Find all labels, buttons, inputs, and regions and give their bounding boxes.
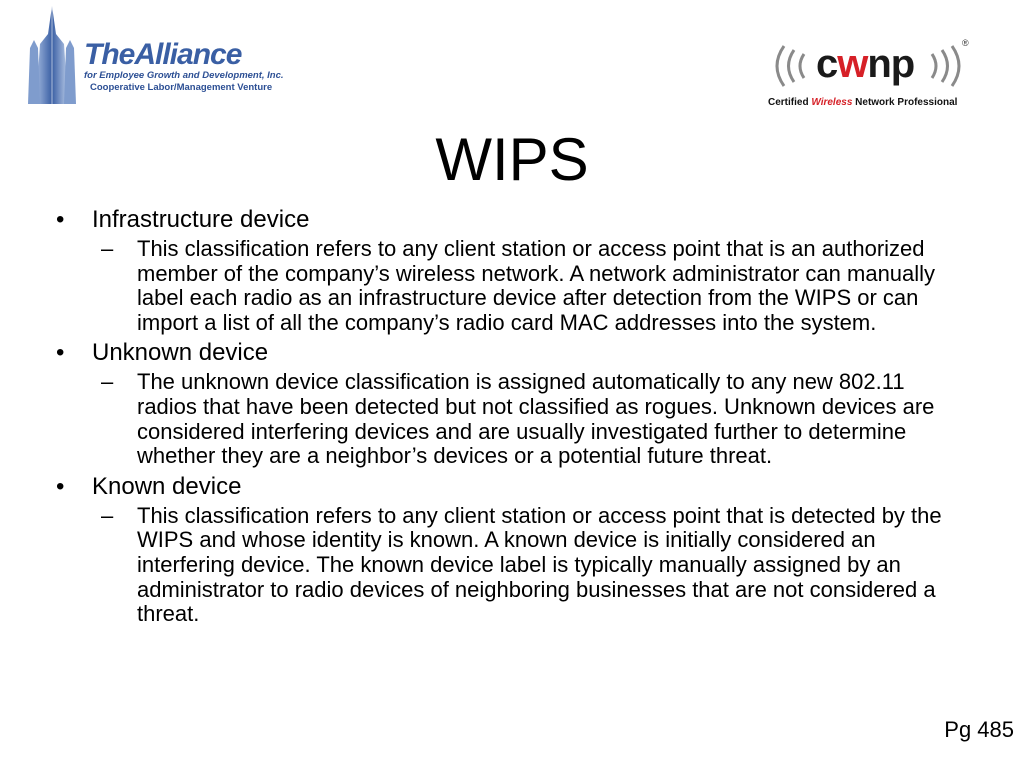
bullet-icon: • bbox=[56, 472, 65, 500]
cwnp-np: np bbox=[867, 42, 915, 86]
alliance-tagline: for Employee Growth and Development, Inc. bbox=[84, 70, 284, 81]
dash-icon: – bbox=[101, 236, 114, 261]
sub-bullet-text: This classification refers to any client station or access point that is an authorized member of the company’s wireless network. A network administrator can manually label each radio as an infrastructure device after detection from the WIPS or can import a list of all the company’s radio card MAC addresses into the system. bbox=[137, 236, 936, 335]
page-number: Pg 485 bbox=[944, 717, 1014, 742]
bullet-icon: • bbox=[56, 206, 65, 233]
sub-bullet-item bbox=[56, 237, 956, 335]
registered-mark: ® bbox=[962, 38, 969, 48]
skyscraper-logo-icon bbox=[22, 4, 82, 108]
alliance-name: TheAlliance bbox=[84, 38, 242, 71]
cwnp-tag-before: Certified bbox=[768, 97, 812, 108]
sub-bullet-text: The unknown device classification is assigned automatically to any new 802.11 radios that have been detected but not classified as rogues. Unknown devices are considered interfering devices and are usually investigated further to determine whether they are a neighbor’s devices or a potential future threat. bbox=[137, 369, 935, 469]
cwnp-logo bbox=[766, 38, 972, 112]
sub-bullet-item bbox=[56, 504, 956, 627]
cwnp-c: c bbox=[816, 42, 838, 86]
bullet-heading: Unknown device bbox=[92, 339, 269, 367]
cwnp-tag-highlight: Wireless bbox=[811, 97, 853, 108]
dash-icon: – bbox=[101, 369, 114, 395]
bullet-item bbox=[56, 339, 956, 367]
cwnp-tag-after: Network Professional bbox=[852, 97, 958, 108]
bullet-item bbox=[56, 473, 956, 501]
bullet-item bbox=[56, 206, 956, 234]
alliance-logo bbox=[22, 4, 282, 108]
dash-icon: – bbox=[101, 502, 114, 528]
bullet-icon: • bbox=[56, 339, 65, 367]
sub-bullet-text: This classification refers to any client station or access point that is detected by the WIPS and whose identity is known. A known device is initially considered an interfering device. The known device label is typically manually assigned by an administrator to radio devices of neighboring businesses that are not considered a threat. bbox=[137, 502, 942, 627]
cwnp-wordmark bbox=[816, 42, 914, 86]
slide-title: WIPS bbox=[435, 126, 589, 193]
sub-bullet-item bbox=[56, 370, 956, 468]
cwnp-w: w bbox=[837, 42, 868, 86]
bullet-heading: Infrastructure device bbox=[92, 206, 310, 233]
alliance-subtitle: Cooperative Labor/Management Venture bbox=[90, 82, 273, 93]
slide-content bbox=[56, 206, 956, 631]
bullet-heading: Known device bbox=[92, 472, 242, 500]
cwnp-tagline bbox=[768, 97, 957, 108]
